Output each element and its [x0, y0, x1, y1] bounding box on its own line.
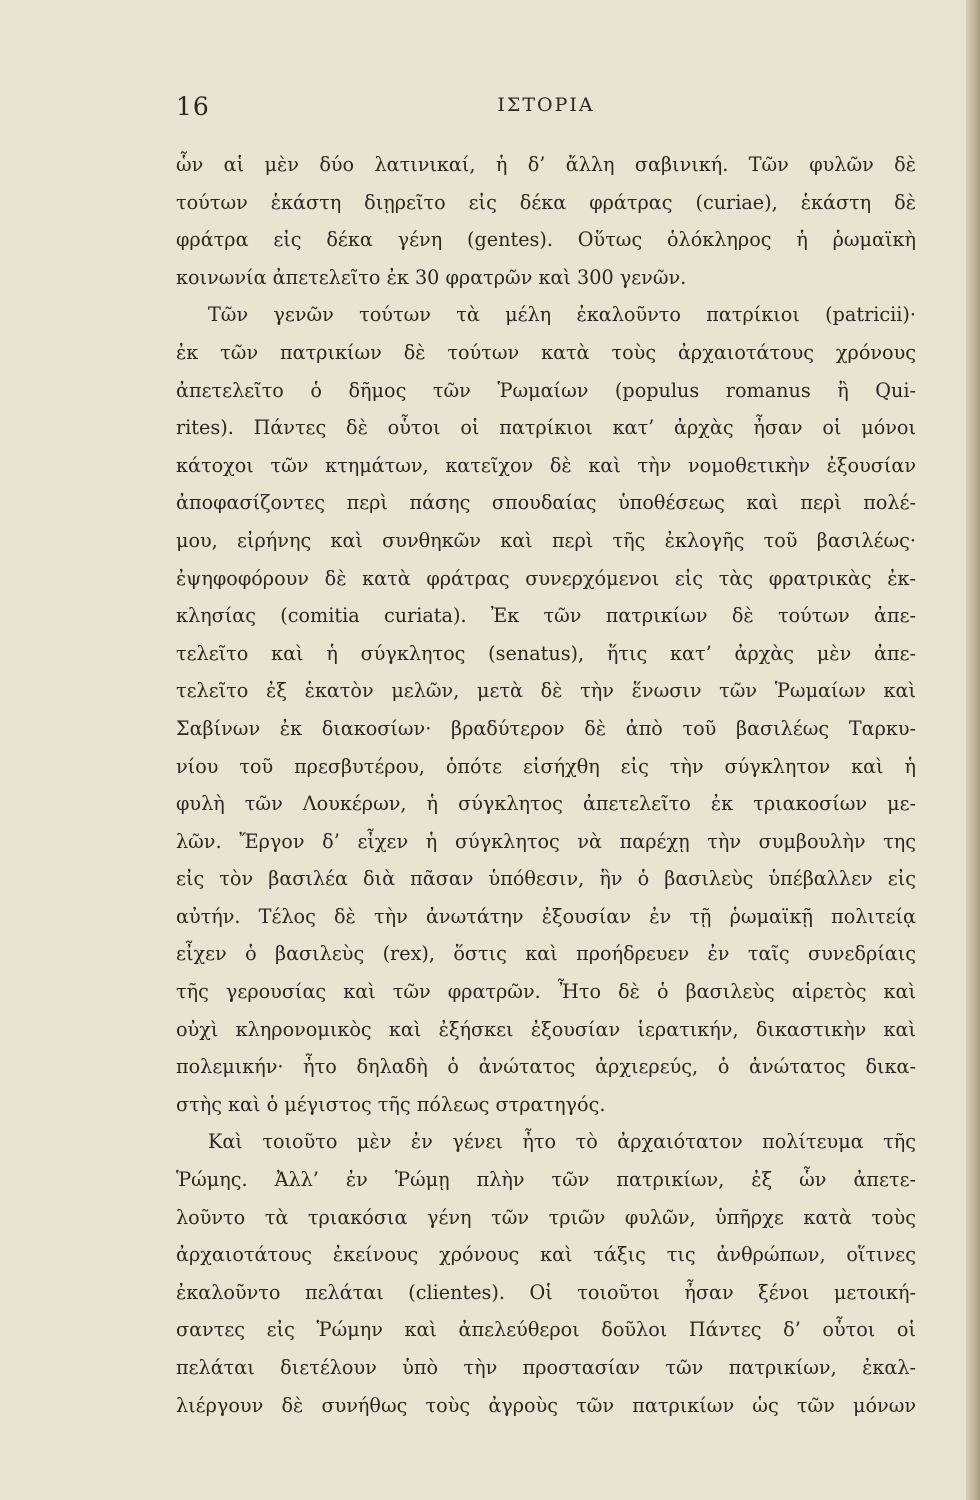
text-line: τῆς γερουσίας καὶ τῶν φρατρῶν. Ἦτο δὲ ὁ βασιλεὺς αἱρετὸς καὶ — [176, 980, 916, 1004]
text-line: λιέργουν δὲ συνήθως τοὺς ἀγροὺς τῶν πατρικίων ὡς τῶν μόνων — [176, 1393, 916, 1417]
running-title: ΙΣΤΟΡΙΑ — [497, 94, 595, 116]
text-line: φράτρα εἰς δέκα γένη (gentes). Οὕτως ὁλόκληρος ἡ ῥωμαϊκὴ — [176, 228, 916, 252]
text-line: νίου τοῦ πρεσβυτέρου, ὁπότε εἰσήχθη εἰς τὴν σύγκλητον καὶ ἡ — [176, 754, 916, 778]
text-line: ἐψηφοφόρουν δὲ κατὰ φράτρας συνερχόμενοι εἰς τὰς φρατρικὰς ἐκ- — [176, 566, 916, 590]
text-line: Καὶ τοιοῦτο μὲν ἐν γένει ἦτο τὸ ἀρχαιότατον πολίτευμα τῆς — [208, 1130, 916, 1154]
page-number: 16 — [176, 92, 210, 121]
text-line: Ῥώμης. Ἀλλ’ ἐν Ῥώμῃ πλὴν τῶν πατρικίων, ἐξ ὧν ἀπετε- — [176, 1168, 916, 1192]
text-line: λῶν. Ἔργον δ’ εἶχεν ἡ σύγκλητος νὰ παρέχῃ τὴν συμβουλὴν της — [176, 829, 916, 853]
text-line: κάτοχοι τῶν κτημάτων, κατεῖχον δὲ καὶ τὴν νομοθετικὴν ἐξουσίαν — [176, 453, 916, 477]
text-line: μου, εἰρήνης καὶ συνθηκῶν καὶ περὶ τῆς ἐκλογῆς τοῦ βασιλέως· — [176, 528, 916, 552]
text-line: ἐκ τῶν πατρικίων δὲ τούτων κατὰ τοὺς ἀρχαιοτάτους χρόνους — [176, 340, 916, 364]
text-line: ὧν αἱ μὲν δύο λατινικαί, ἡ δ’ ἄλλη σαβινική. Τῶν φυλῶν δὲ — [176, 153, 916, 176]
text-line: Σαβίνων ἐκ διακοσίων· βραδύτερον δὲ ἀπὸ τοῦ βασιλέως Ταρκυ- — [176, 716, 916, 740]
text-line: αὐτήν. Τέλος δὲ τὴν ἀνωτάτην ἐξουσίαν ἐν τῇ ῥωμαϊκῇ πολιτείᾳ — [176, 904, 916, 928]
text-line: φυλὴ τῶν Λουκέρων, ἡ σύγκλητος ἀπετελεῖτο ἐκ τριακοσίων με- — [176, 792, 916, 816]
text-line: εἶχεν ὁ βασιλεὺς (rex), ὅστις καὶ προήδρευεν ἐν ταῖς συνεδρίαις — [176, 942, 916, 966]
text-line: τελεῖτο καὶ ἡ σύγκλητος (senatus), ἥτις κατ’ ἀρχὰς μὲν ἀπε- — [176, 641, 916, 665]
text-line: ἀπετελεῖτο ὁ δῆμος τῶν Ῥωμαίων (populus romanus ἢ Qui- — [176, 378, 916, 402]
text-line: στὴς καὶ ὁ μέγιστος τῆς πόλεως στρατηγός. — [176, 1092, 606, 1116]
text-line: οὐχὶ κληρονομικὸς καὶ ἐξήσκει ἐξουσίαν ἱερατικήν, δικαστικὴν καὶ — [176, 1017, 916, 1041]
text-line: λοῦντο τὰ τριακόσια γένη τῶν τριῶν φυλῶν, ὑπῆρχε κατὰ τοὺς — [176, 1205, 916, 1229]
text-line: ἐκαλοῦντο πελάται (clientes). Οἱ τοιοῦτοι ἦσαν ξένοι μετοική- — [176, 1280, 916, 1304]
text-line: κλησίας (comitia curiata). Ἐκ τῶν πατρικίων δὲ τούτων ἀπε- — [176, 604, 916, 628]
text-line: τούτων ἑκάστη διῃρεῖτο εἰς δέκα φράτρας (curiae), ἑκάστη δὲ — [176, 190, 916, 214]
text-line: τελεῖτο ἐξ ἑκατὸν μελῶν, μετὰ δὲ τὴν ἕνωσιν τῶν Ῥωμαίων καὶ — [176, 679, 916, 703]
text-line: κοινωνία ἀπετελεῖτο ἐκ 30 φρατρῶν καὶ 300 γενῶν. — [176, 265, 687, 289]
text-line: ἀρχαιοτάτους ἐκείνους χρόνους καὶ τάξις τις ἀνθρώπων, οἵτινες — [176, 1243, 916, 1267]
text-line: Τῶν γενῶν τούτων τὰ μέλη ἐκαλοῦντο πατρίκιοι (patricii)· — [208, 303, 916, 327]
text-line: rites). Πάντες δὲ οὗτοι οἱ πατρίκιοι κατ’ ἀρχὰς ἦσαν οἱ μόνοι — [176, 416, 916, 440]
text-line: πολεμικήν· ἦτο δηλαδὴ ὁ ἀνώτατος ἀρχιερεύς, ὁ ἀνώτατος δικα- — [176, 1055, 916, 1079]
text-line: ἀποφασίζοντες περὶ πάσης σπουδαίας ὑποθέσεως καὶ περὶ πολέ- — [176, 491, 916, 515]
text-line: σαντες εἰς Ῥώμην καὶ ἀπελεύθεροι δοῦλοι Πάντες δ’ οὗτοι οἱ — [176, 1318, 916, 1342]
page-header — [176, 92, 916, 126]
body-text — [176, 146, 916, 1424]
page-edge — [966, 0, 980, 1500]
text-line: εἰς τὸν βασιλέα διὰ πᾶσαν ὑπόθεσιν, ἣν ὁ βασιλεὺς ὑπέβαλλεν εἰς — [176, 867, 916, 891]
text-line: πελάται διετέλουν ὑπὸ τὴν προστασίαν τῶν πατρικίων, ἐκαλ- — [176, 1356, 916, 1379]
